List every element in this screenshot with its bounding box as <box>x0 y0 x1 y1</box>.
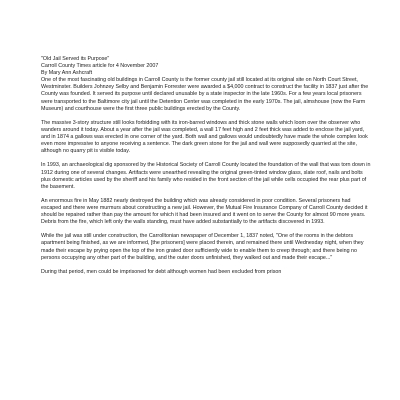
paragraph: The massive 3-story structure still looks forbidding with its iron-barred windows and thick stone walls which loom over the observer who wanders around it today. About a year after the jail was completed, a wall 17 feet high and 2 feet thick was added to enclose the jail yard, and in 1874 a gallows was erected in one corner of the yard. Both wall and gallows would undoubtedly have made the whole complex look even more impressive to anyone receiving a sentence. The dark green stone for the jail and wall were supposedly quarried at the site, although no quarry pit is visible today. <box>41 119 368 155</box>
paragraph: While the jail was still under construction, the Carrolltonian newspaper of December 1, 1837 noted, "One of the rooms in the debtors apartment being finished, as we are informed, [the prisoners] were placed therein, and remained there until Wednesday night, when they made their escape by prying open the top of the iron grated door sufficiently wide to enable them to creep through; and there being no persons occupying any other part of the building, and the outer doors unfinished, they walked out and made their escape..." <box>41 233 364 261</box>
paragraph: One of the most fascinating old buildings in Carroll County is the former county jail still located at its original site on North Court Street, Westminster. Builders Johnzey Selby and Benjamin Forrester were awarded a $4,000 contract to construct the facility in 1837 just after the County was founded. It served its purpose until declared unusable by a state inspector in the late 1960s. For a few years local prisoners were transported to the Baltimore city jail until the Detention Center was completed in the early 1970s. The jail, almshouse (now the Farm Museum) and courthouse were the first three public buildings erected by the County. <box>41 77 369 112</box>
article-source: Carroll County Times article for 4 November 2007 <box>41 63 159 70</box>
paragraph: In 1993, an archaeological dig sponsored by the Historical Society of Carroll County located the foundation of the wall that was torn down in 1912 during one of several changes. Artifacts were unearthed revealing the original green-tinted window glass, slate roof, nails and bolts plus domestic articles used by the sheriff and his family who resided in the front section of the jail while cells occupied the rear plus part of the basement. <box>41 162 371 190</box>
article-author: By Mary Ann Ashcraft <box>41 70 93 77</box>
paragraph: During that period, men could be imprisoned for debt although women had been excluded from prison <box>41 268 282 275</box>
paragraph: An enormous fire in May 1882 nearly destroyed the building which was already considered in poor condition. Several prisoners had escaped and there were murmurs about constructing a new jail. However, the Mutual Fire Insurance Company of Carroll County decided it should be repaired rather than pay the amount for which it had been insured and it went on to serve the County for almost 90 more years. Debris from the fire, which left only the walls standing, must have added substantially to the artifacts discovered in 1993. <box>41 197 368 226</box>
article-body <box>41 56 371 276</box>
article-title: "Old Jail Served its Purpose" <box>41 56 110 62</box>
